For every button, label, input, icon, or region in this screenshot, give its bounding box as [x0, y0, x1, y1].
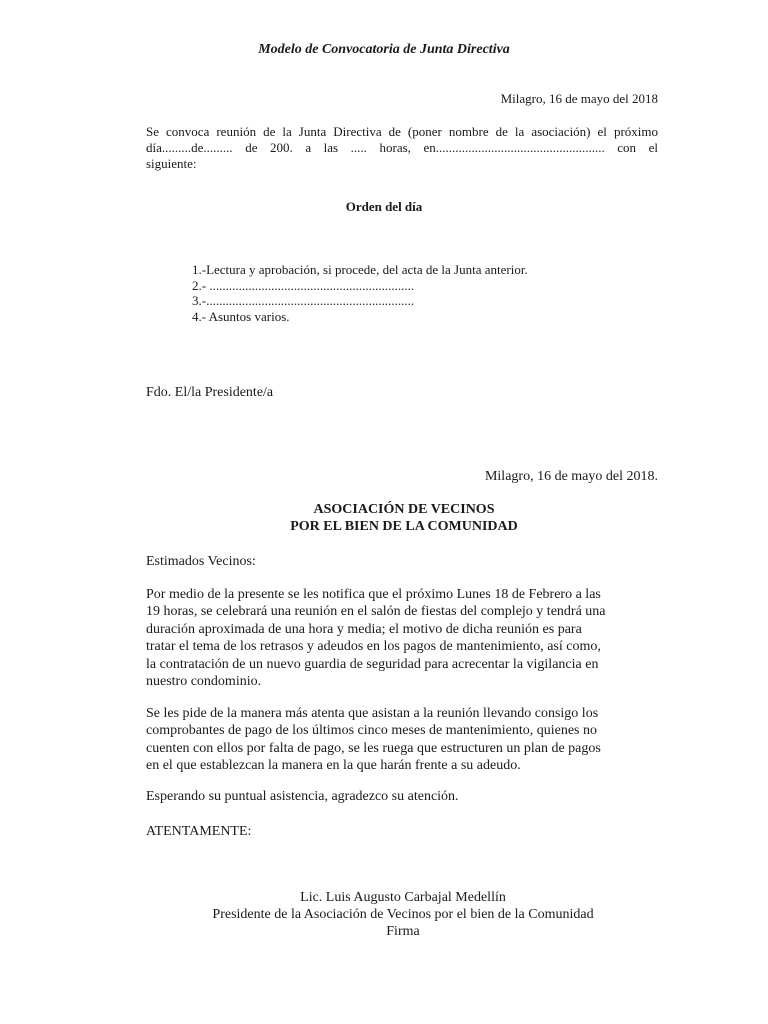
intro-line: siguiente:: [146, 156, 197, 171]
carta-farewell: ATENTAMENTE:: [146, 824, 252, 839]
paragraph-line: Se les pide de la manera más atenta que asistan a la reunión llevando consigo los: [146, 706, 599, 721]
signer-name: Lic. Luis Augusto Carbajal Medellín: [300, 890, 506, 905]
paragraph-line: en el que establezcan la manera en la que harán frente a su adeudo.: [146, 758, 521, 774]
paragraph-line: tratar el tema de los retrasos y adeudos en los pagos de mantenimiento, así como,: [146, 639, 601, 655]
agenda-item: 4.- Asuntos varios.: [192, 308, 290, 324]
carta-heading-line2: POR EL BIEN DE LA COMUNIDAD: [290, 519, 518, 534]
paragraph-line: Por medio de la presente se les notifica que el próximo Lunes 18 de Febrero a las: [146, 587, 601, 602]
signer-label: Firma: [386, 924, 420, 939]
paragraph-line: la contratación de un nuevo guardia de seguridad para acrecentar la vigilancia en: [146, 656, 599, 672]
signer-title: Presidente de la Asociación de Vecinos por el bien de la Comunidad: [212, 907, 594, 922]
carta-paragraph-2: [146, 705, 601, 775]
carta-salutation: Estimados Vecinos:: [146, 554, 256, 569]
agenda-item: 1.-Lectura y aprobación, si procede, del acta de la Junta anterior.: [192, 262, 528, 277]
agenda-item: 2.- ...............................................................: [192, 277, 415, 293]
agenda-heading: Orden del día: [345, 199, 423, 214]
convocatoria-date: Milagro, 16 de mayo del 2018: [500, 91, 658, 106]
convocatoria-signature: Fdo. El/la Presidente/a: [146, 385, 274, 400]
paragraph-line: cuenten con ellos por falta de pago, se les ruega que estructuren un plan de pagos: [146, 740, 601, 756]
carta-paragraph-1: [146, 586, 606, 690]
agenda-item: 3.-................................................................: [192, 293, 415, 308]
agenda-list: [192, 262, 528, 324]
intro-line: día.........de......... de 200. a las ..... horas, en.................................................... con el: [146, 140, 658, 155]
intro-line: Se convoca reunión de la Junta Directiva de (poner nombre de la asociación) el próximo: [146, 124, 658, 139]
paragraph-line: duración aproximada de una hora y media; el motivo de dicha reunión es para: [146, 621, 582, 637]
carta-closing: Esperando su puntual asistencia, agradezco su atención.: [146, 789, 459, 804]
document-title: Modelo de Convocatoria de Junta Directiva: [258, 42, 510, 57]
convocatoria-intro: [146, 124, 658, 172]
paragraph-line: nuestro condominio.: [146, 674, 262, 690]
paragraph-line: comprobantes de pago de los últimos cinco meses de mantenimiento, quienes no: [146, 723, 598, 739]
carta-heading-line1: ASOCIACIÓN DE VECINOS: [313, 502, 495, 517]
carta-date: Milagro, 16 de mayo del 2018.: [484, 469, 658, 484]
paragraph-line: 19 horas, se celebrará una reunión en el salón de fiestas del complejo y tendrá una: [146, 604, 606, 620]
